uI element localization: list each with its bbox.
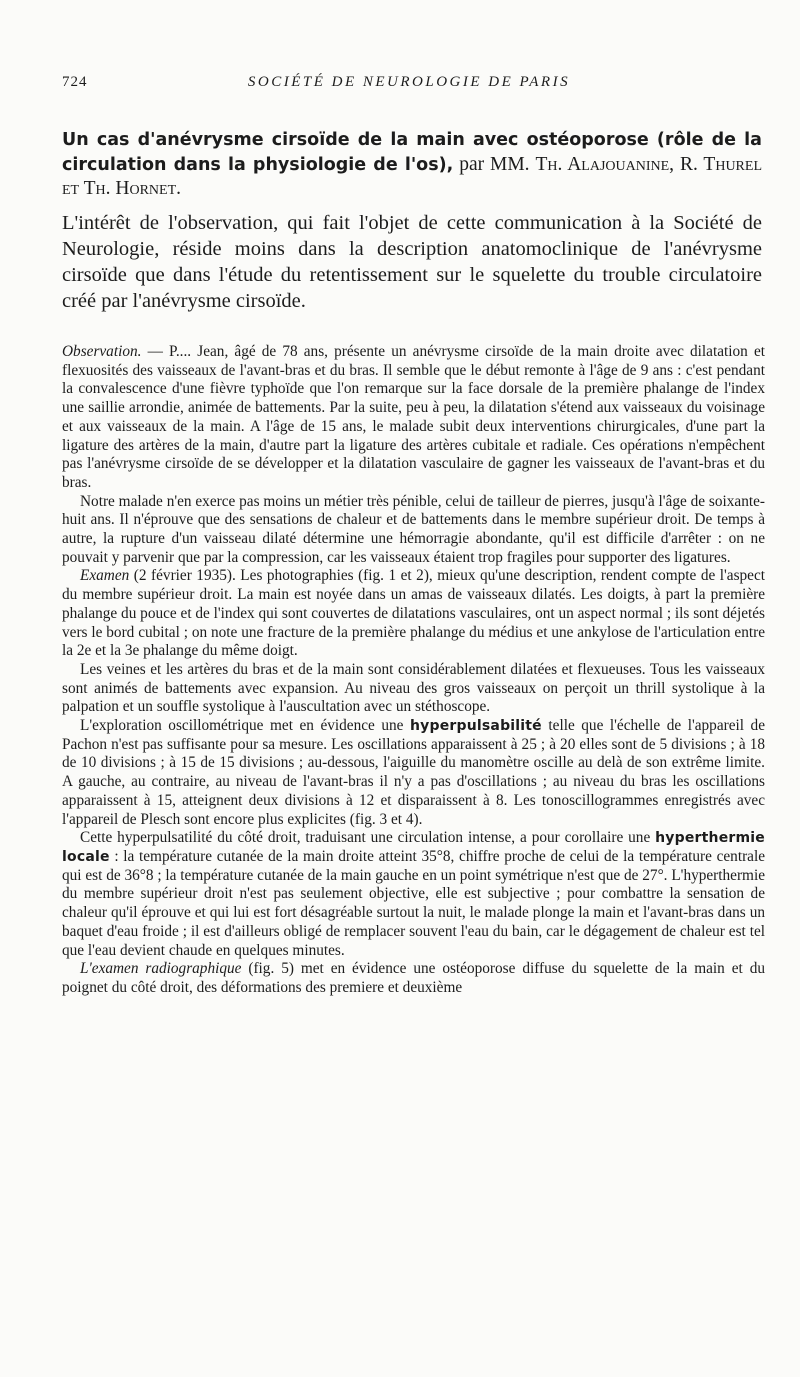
page-number: 724 bbox=[62, 74, 88, 90]
article-authors: Th. Alajouanine, R. Thurel et Th. Hornet. bbox=[62, 153, 762, 199]
paragraph-hyperthermia bbox=[62, 829, 765, 960]
running-header bbox=[62, 74, 756, 96]
examen-text: (2 février 1935). Les photographies (fig. 1 et 2), mieux qu'une description, rendent compte de l'aspect du membre supérieur droit. La main est noyée dans un amas de vaisseaux dilatés. Les doigts, à part la première phalange du pouce et de l'index qui sont couvertes de dilatations vasculaires, ont un aspect normal ; ils sont déjetés vers le bord cubital ; on note une fracture de la première phalange du médius et une ankylose de l'articulation entre la 2e et la 3e phalange du même doigt. bbox=[62, 567, 765, 660]
keyword-hyperpulsabilite: hyperpulsabilité bbox=[409, 718, 542, 735]
paragraph-occupation: Notre malade n'en exerce pas moins un métier très pénible, celui de tailleur de pierres, jusqu'à l'âge de soixante-huit ans. Il n'éprouve que des sensations de chaleur et de battements dans le membre supérieur droit. De temps à autre, la rupture d'un vaisseau dilaté détermine une hémorragie abondante, qu'il est difficile d'arrêter : on ne pouvait y parvenir que par la compression, car les vaisseaux étaient trop fragiles pour supporter des ligatures. bbox=[62, 492, 765, 566]
paragraph-oscillometry bbox=[62, 717, 765, 829]
hyperthermia-text-before: Cette hyperpulsatilité du côté droit, traduisant une circulation intense, a pour corollaire une bbox=[80, 829, 656, 847]
authors-prefix: par MM. bbox=[459, 153, 530, 175]
oscillometry-text-after: telle que l'échelle de l'appareil de Pachon n'est pas suffisante pour sa mesure. Les oscillations apparaissent à 25 ; à 20 elles sont de 5 divisions ; à 18 de 10 divisions ; à 15 de 15 divisions ; au-dessous, l'aiguille du manomètre oscille au delà de son extrême limite. A gauche, au contraire, au niveau de l'avant-bras il n'y a pas d'oscillations ; au niveau du bras les oscillations apparaissent à 15, atteignent deux divisions à 12 et disparaissent à 8. Les tonoscillogrammes enregistrés avec l'appareil de Plesch sont encore plus explicites (fig. 3 et 4). bbox=[62, 717, 765, 828]
paragraph-vessels: Les veines et les artères du bras et de la main sont considérablement dilatées et flexueuses. Tous les vaisseaux sont animés de battements avec expansion. Au niveau des gros vaisseaux on perçoit un thrill systolique à la palpation et un souffle systolique à l'auscultation avec un stéthoscope. bbox=[62, 660, 765, 716]
article-body bbox=[62, 343, 765, 998]
radiography-text: (fig. 5) met en évidence une ostéoporose diffuse du squelette de la main et du poignet du côté droit, des déformations des premiere et deuxième bbox=[62, 960, 765, 996]
radiography-lead: L'examen radiographique bbox=[80, 960, 242, 978]
paragraph-observation bbox=[62, 343, 765, 493]
keyword-hyperthermie-locale: hyperthermie locale bbox=[62, 830, 765, 865]
journal-title: SOCIÉTÉ DE NEUROLOGIE DE PARIS bbox=[247, 74, 571, 90]
paragraph-radiography bbox=[62, 960, 765, 997]
hyperthermia-text-after: : la température cutanée de la main droite atteint 35°8, chiffre proche de celui de la température centrale qui est de 36°8 ; la température cutanée de la main gauche en un point symétrique n'est que de 27°. L'hyperthermie du membre supérieur droit n'est pas seulement objective, elle est subjective ; pour combattre la sensation de chaleur qu'il éprouve et qui lui est fort désagréable surtout la nuit, le malade plonge la main et l'avant-bras dans un baquet d'eau froide ; il est d'ailleurs obligé de remplacer souvent l'eau du bain, car le dégagement de chaleur est tel que l'eau devient chaude en quelques minutes. bbox=[62, 847, 765, 959]
paragraph-examen bbox=[62, 567, 765, 661]
article-title-block bbox=[62, 128, 762, 202]
oscillometry-text-before: L'exploration oscillométrique met en évidence une bbox=[80, 717, 410, 735]
examen-lead: Examen bbox=[80, 567, 130, 585]
observation-text: — P.... Jean, âgé de 78 ans, présente un anévrysme cirsoïde de la main droite avec dilatation et flexuosités des vaisseaux de l'avant-bras et du bras. Il semble que le début remonte à l'âge de 9 ans : c'est pendant la convalescence d'une fièvre typhoïde que l'on remarque sur la face dorsale de la première phalange de l'index une saillie arrondie, animée de battements. Par la suite, peu à peu, la dilatation s'étend aux vaisseaux du voisinage et aux vaisseaux de la main. A l'âge de 15 ans, le malade subit deux interventions chirurgicales, d'une part la ligature des artères de la main, d'autre part la ligature des artères cubitale et radiale. Ces opérations n'empêchent pas l'anévrysme cirsoïde de se développer et la dilatation vasculaire de gagner les vaisseaux de l'avant-bras et du bras. bbox=[62, 343, 765, 491]
abstract: L'intérêt de l'observation, qui fait l'objet de cette communication à la Société de Neurologie, réside moins dans la description anatomoclinique de l'anévrysme cirsoïde que dans l'étude du retentissement sur le squelette du trouble circulatoire créé par l'anévrysme cirsoïde. bbox=[62, 212, 762, 312]
observation-lead: Observation. bbox=[62, 343, 142, 360]
article-title: Un cas d'anévrysme cirsoïde de la main avec ostéoporose (rôle de la circulation dans la physiologie de l'os), bbox=[62, 130, 762, 175]
